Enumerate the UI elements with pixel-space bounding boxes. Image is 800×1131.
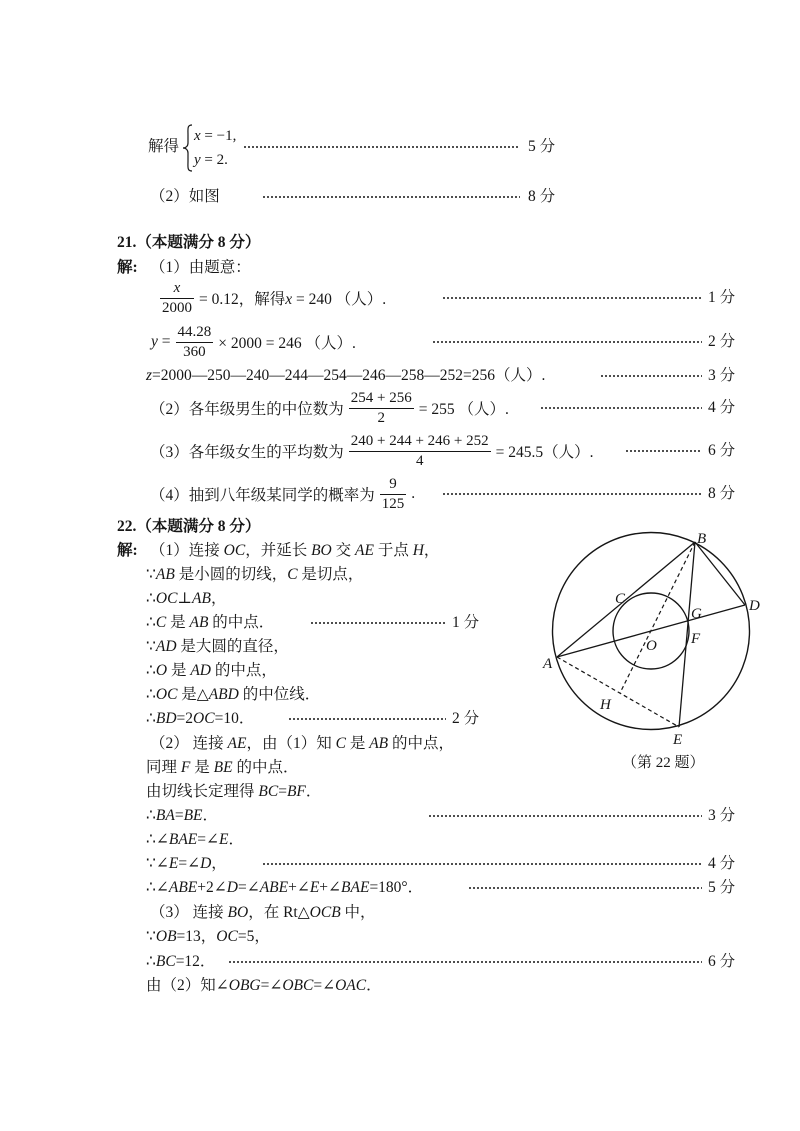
point-label-d: D <box>749 598 760 614</box>
fraction-numerator: 240 + 244 + 246 + 252 <box>350 432 489 449</box>
score: 1 分 <box>452 614 480 631</box>
fraction-denominator: 360 <box>176 342 214 362</box>
score: 5 分 <box>708 879 736 896</box>
score: 4 分 <box>708 399 736 416</box>
step-text: （2）各年级男生的中位数为 <box>150 401 344 418</box>
proof-line: ∴BD=2OC=10． <box>146 710 255 727</box>
fraction-denominator: 2000 <box>162 299 192 316</box>
proof-line: ∵AB 是小圆的切线，C 是切点， <box>146 566 364 583</box>
proof-line: （1）连接 OC，并延长 BO 交 AE 于点 H， <box>150 542 440 559</box>
segment-ab <box>557 542 695 657</box>
part-label: （1）由题意： <box>150 259 251 276</box>
dot-leader <box>540 406 702 410</box>
dot-leader <box>600 374 702 378</box>
step-result: = 255 （人）. <box>418 401 509 418</box>
score: 6 分 <box>708 442 736 459</box>
proof-line: ∵AD 是大圆的直径， <box>146 638 289 655</box>
dot-leader <box>262 862 702 866</box>
fraction-denominator: 4 <box>349 451 491 471</box>
proof-line: ∵∠E=∠D， <box>146 855 227 872</box>
dot-leader <box>243 145 520 149</box>
fraction-denominator: 2 <box>349 408 414 428</box>
proof-line: ∴∠ABE+2∠D=∠ABE+∠E+∠BAE=180°． <box>146 879 424 896</box>
dot-leader <box>310 621 446 625</box>
proof-line: ∴OC⊥AB， <box>146 590 227 607</box>
step-text: = 0.12，解得x = 240 （人）. <box>199 291 387 308</box>
score: 3 分 <box>708 807 736 824</box>
step-text: × 2000 = 246 （人）. <box>218 335 356 352</box>
dot-leader <box>288 717 446 721</box>
point-label-g: G <box>691 606 702 622</box>
proof-line: ∵OB=13，OC=5， <box>146 928 270 945</box>
equation-x: x = −1, <box>194 128 237 144</box>
dot-leader <box>442 492 702 496</box>
step-result: = 245.5（人）. <box>495 444 594 461</box>
segment-bd <box>695 542 745 605</box>
point-label-e: E <box>673 732 683 748</box>
proof-line: （3） 连接 BO，在 Rt△OCB 中， <box>150 904 376 921</box>
dot-leader <box>468 886 702 890</box>
brace-symbol <box>182 124 193 172</box>
fraction <box>176 323 214 362</box>
proof-line: ∴C 是 AB 的中点． <box>146 614 275 631</box>
fraction-numerator: 44.28 <box>177 323 212 340</box>
proof-line: ∴∠BAE=∠E． <box>146 831 244 848</box>
proof-line: 同理 F 是 BE 的中点． <box>146 759 299 776</box>
proof-line: （2） 连接 AE，由（1）知 C 是 AB 的中点， <box>150 735 455 752</box>
fraction <box>349 389 414 428</box>
fraction <box>160 279 194 318</box>
dot-leader <box>428 814 702 818</box>
question-heading <box>117 232 260 254</box>
proof-line: ∴BA=BE． <box>146 807 219 824</box>
fraction-numerator: 254 + 256 <box>350 389 412 406</box>
dot-leader <box>432 340 702 344</box>
score: 8 分 <box>708 485 736 502</box>
solution-step <box>150 472 415 516</box>
solution-step <box>150 386 509 430</box>
score: 2 分 <box>452 710 480 727</box>
proof-line: ∴OC 是△ABD 的中位线． <box>146 686 321 703</box>
score: 8 分 <box>528 188 556 205</box>
fraction-numerator: x <box>173 279 181 296</box>
fraction <box>380 475 407 514</box>
point-label-o: O <box>646 638 657 654</box>
score: 6 分 <box>708 953 736 970</box>
point-label-b: B <box>697 531 707 547</box>
equation-y: y = 2. <box>194 152 228 168</box>
solution-step: z=2000—250—240—244—254—246—258—252=256（人）. <box>146 367 546 384</box>
geometry-figure <box>530 520 780 752</box>
fraction <box>349 432 491 471</box>
question-heading <box>117 516 260 538</box>
question-points: （本题满分 8 分） <box>136 518 261 535</box>
proof-line: ∴BC=12． <box>146 953 216 970</box>
point-label-f: F <box>691 631 701 647</box>
question-points: （本题满分 8 分） <box>136 234 261 251</box>
point-label-h: H <box>600 697 611 713</box>
dot-leader <box>442 296 702 300</box>
score: 5 分 <box>528 138 556 155</box>
fraction-numerator: 9 <box>389 475 397 492</box>
question-number: 22. <box>117 518 137 535</box>
dot-leader <box>228 960 702 964</box>
score: 1 分 <box>708 289 736 306</box>
step-text: （4）抽到八年级某同学的概率为 <box>150 487 375 504</box>
figure-caption: （第 22 题） <box>622 755 705 771</box>
proof-line: 由切线长定理得 BC=BF． <box>146 783 322 800</box>
step-text: （3）各年级女生的平均数为 <box>150 444 344 461</box>
score: 2 分 <box>708 333 736 350</box>
dot-leader <box>625 449 702 453</box>
proof-line: 由（2）知∠OBG=∠OBC=∠OAC． <box>146 977 382 994</box>
point-label-c: C <box>615 591 626 607</box>
solution-step <box>150 429 594 473</box>
score: 4 分 <box>708 855 736 872</box>
step-lhs: y = <box>151 333 171 350</box>
part-label: （2）如图 <box>150 188 220 205</box>
question-number: 21. <box>117 234 137 251</box>
point-label-a: A <box>543 656 553 672</box>
proof-line: ∴O 是 AD 的中点， <box>146 662 277 679</box>
score: 3 分 <box>708 367 736 384</box>
solution-label: 解: <box>117 259 138 276</box>
step-result: . <box>411 485 416 502</box>
solution-step <box>160 276 386 320</box>
dot-leader <box>262 195 520 199</box>
fraction-denominator: 125 <box>381 495 405 512</box>
solution-step <box>151 320 356 364</box>
solution-label: 解: <box>117 542 138 559</box>
solve-label: 解得 <box>148 138 180 155</box>
equation-system <box>194 124 236 172</box>
